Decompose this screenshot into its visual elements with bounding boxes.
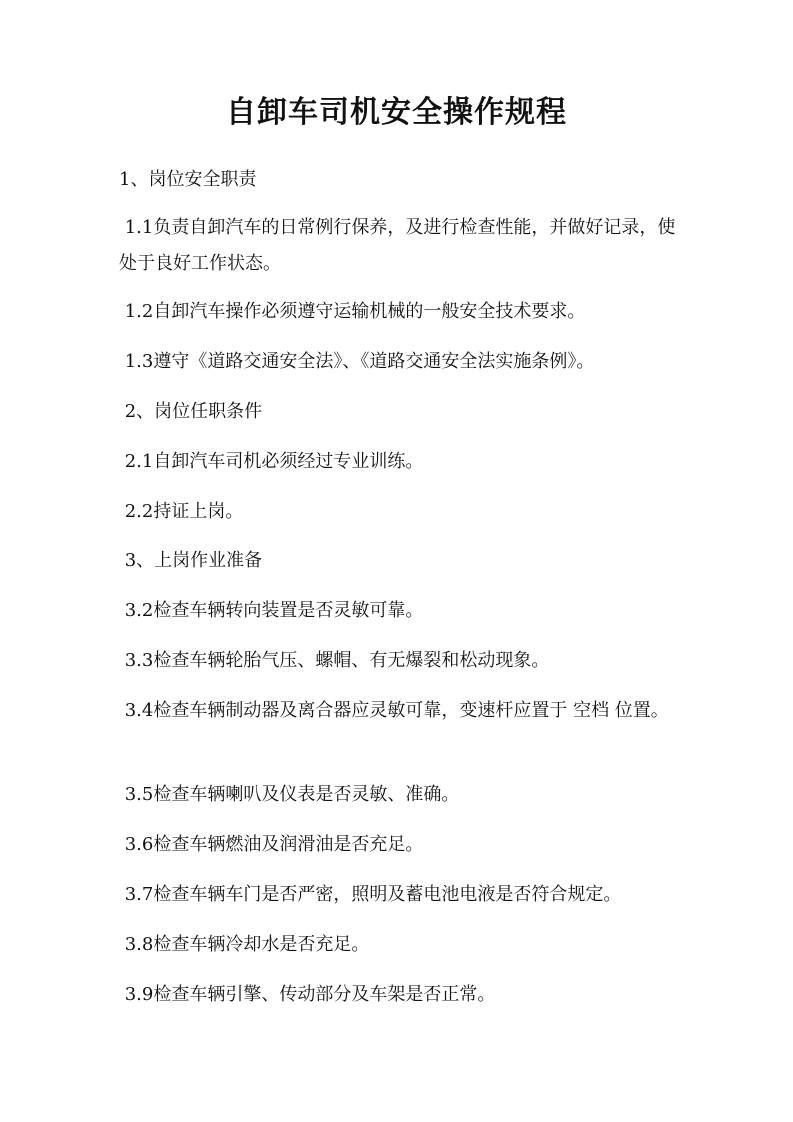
paragraph-1-2: 1.2自卸汽车操作必须遵守运输机械的一般安全技术要求。: [119, 301, 586, 322]
document-title: 自卸车司机安全操作规程: [226, 95, 567, 130]
paragraph-3-6: 3.6检查车辆燃油及润滑油是否充足。: [119, 834, 424, 855]
section-heading-3: 3、上岗作业准备: [119, 550, 263, 571]
paragraph-1-3: 1.3遵守《道路交通安全法》、《道路交通安全法实施条例》。: [119, 351, 595, 372]
paragraph-3-8: 3.8检查车辆冷却水是否充足。: [119, 934, 370, 955]
paragraph-3-2: 3.2检查车辆转向装置是否灵敏可靠。: [119, 600, 424, 621]
paragraph-2-1: 2.1自卸汽车司机必须经过专业训练。: [119, 451, 424, 472]
paragraph-3-7: 3.7检查车辆车门是否严密，照明及蓄电池电液是否符合规定。: [119, 884, 622, 905]
paragraph-3-5: 3.5检查车辆喇叭及仪表是否灵敏、准确。: [119, 784, 460, 805]
section-heading-1: 1、岗位安全职责: [119, 169, 257, 190]
paragraph-2-2: 2.2持证上岗。: [119, 501, 244, 522]
paragraph-1-1: 1.1负责自卸汽车的日常例行保养，及进行检查性能，并做好记录，使处于良好工作状态。: [119, 217, 676, 274]
paragraph-3-9: 3.9检查车辆引擎、传动部分及车架是否正常。: [119, 984, 496, 1005]
paragraph-3-4: 3.4检查车辆制动器及离合器应灵敏可靠，变速杆应置于 空档 位置。: [119, 700, 669, 721]
section-heading-2: 2、岗位任职条件: [119, 401, 263, 422]
paragraph-3-3: 3.3检查车辆轮胎气压、螺帽、有无爆裂和松动现象。: [119, 650, 550, 671]
